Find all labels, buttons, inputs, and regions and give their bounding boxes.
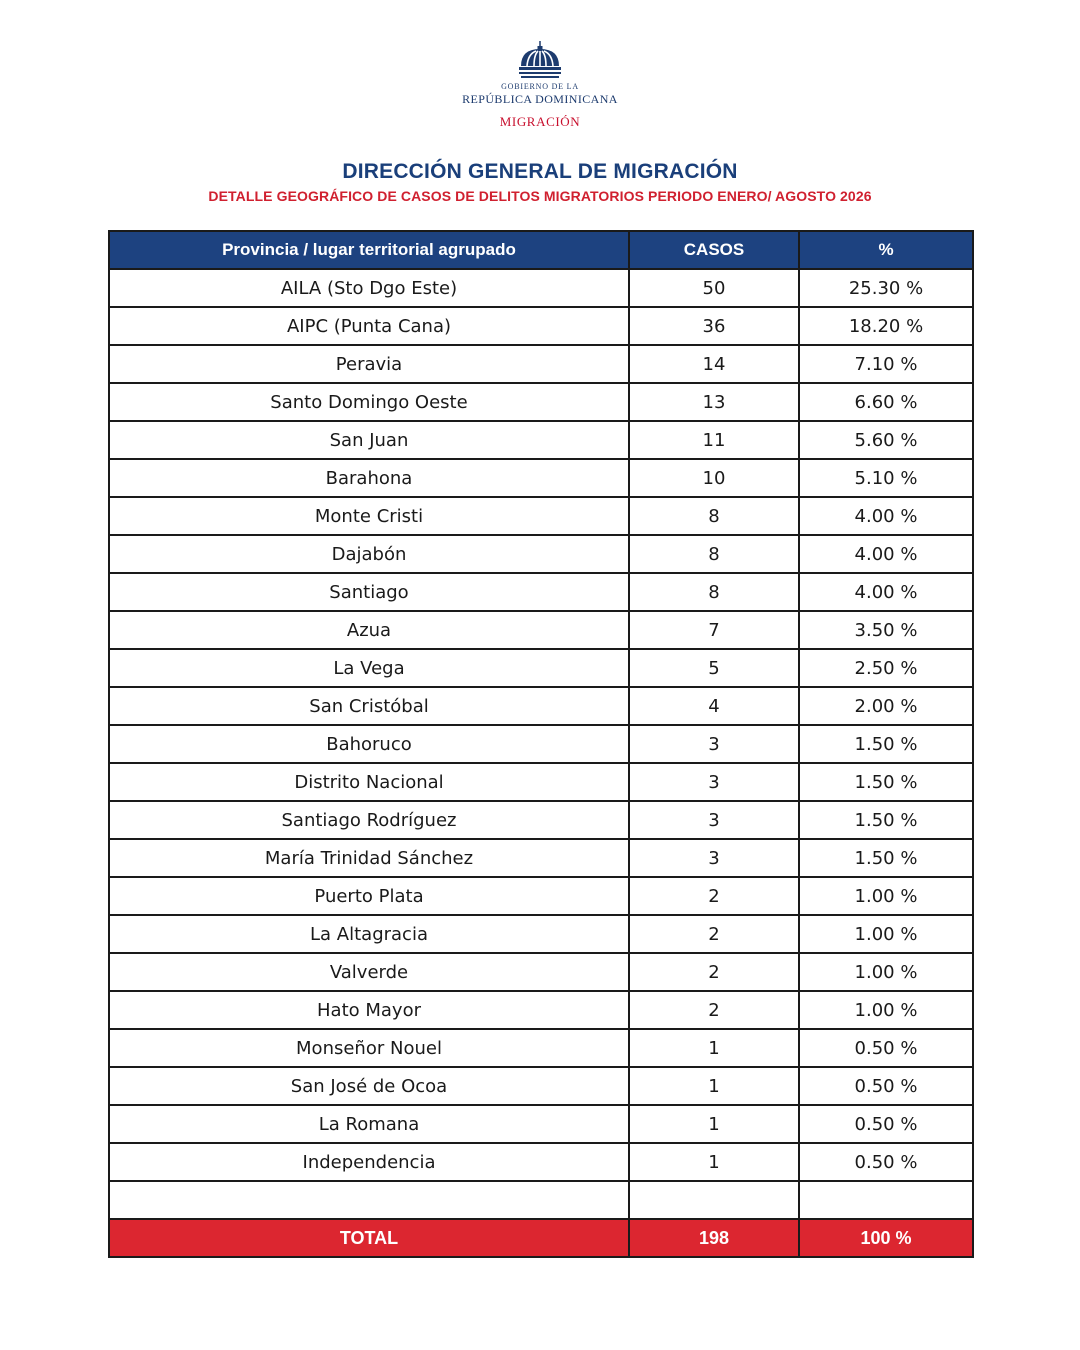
table-row xyxy=(109,991,973,1029)
table-row xyxy=(109,915,973,953)
province-cell: La Vega xyxy=(109,649,629,687)
cases-cell: 3 xyxy=(629,763,799,801)
percent-cell: 5.10 % xyxy=(799,459,973,497)
percent-cell: 1.50 % xyxy=(799,725,973,763)
province-cell: San José de Ocoa xyxy=(109,1067,629,1105)
table-header-row xyxy=(109,231,973,269)
province-cell: María Trinidad Sánchez xyxy=(109,839,629,877)
table-row xyxy=(109,459,973,497)
province-cell: Monte Cristi xyxy=(109,497,629,535)
cases-cell: 3 xyxy=(629,801,799,839)
table-row xyxy=(109,535,973,573)
table-row xyxy=(109,307,973,345)
cases-cell: 7 xyxy=(629,611,799,649)
percent-cell: 4.00 % xyxy=(799,573,973,611)
page-subtitle: DETALLE GEOGRÁFICO DE CASOS DE DELITOS MIGRATORIOS PERIODO ENERO/ AGOSTO 2026 xyxy=(208,188,872,204)
table-row xyxy=(109,725,973,763)
percent-cell: 0.50 % xyxy=(799,1029,973,1067)
table-row xyxy=(109,269,973,307)
empty-row xyxy=(109,1181,973,1219)
percent-cell: 7.10 % xyxy=(799,345,973,383)
cases-cell: 4 xyxy=(629,687,799,725)
province-cell: Monseñor Nouel xyxy=(109,1029,629,1067)
total-row xyxy=(109,1219,973,1257)
cases-table xyxy=(108,230,974,1258)
cases-cell: 8 xyxy=(629,497,799,535)
province-cell: Santiago xyxy=(109,573,629,611)
table-row xyxy=(109,1029,973,1067)
column-header-cases: CASOS xyxy=(629,231,799,269)
percent-cell: 4.00 % xyxy=(799,497,973,535)
table-row xyxy=(109,1067,973,1105)
total-label: TOTAL xyxy=(109,1219,629,1257)
percent-cell: 6.60 % xyxy=(799,383,973,421)
empty-cell xyxy=(629,1181,799,1219)
percent-cell: 5.60 % xyxy=(799,421,973,459)
province-cell: Santiago Rodríguez xyxy=(109,801,629,839)
cases-cell: 11 xyxy=(629,421,799,459)
province-cell: AIPC (Punta Cana) xyxy=(109,307,629,345)
cases-cell: 1 xyxy=(629,1105,799,1143)
cases-cell: 2 xyxy=(629,991,799,1029)
province-cell: La Romana xyxy=(109,1105,629,1143)
cases-cell: 1 xyxy=(629,1067,799,1105)
province-cell: Dajabón xyxy=(109,535,629,573)
table-row xyxy=(109,611,973,649)
table-row xyxy=(109,953,973,991)
percent-cell: 1.50 % xyxy=(799,839,973,877)
empty-cell xyxy=(109,1181,629,1219)
percent-cell: 4.00 % xyxy=(799,535,973,573)
percent-cell: 0.50 % xyxy=(799,1105,973,1143)
percent-cell: 1.00 % xyxy=(799,877,973,915)
percent-cell: 0.50 % xyxy=(799,1067,973,1105)
column-header-percent: % xyxy=(799,231,973,269)
province-cell: Valverde xyxy=(109,953,629,991)
cases-cell: 10 xyxy=(629,459,799,497)
table-row xyxy=(109,421,973,459)
province-cell: Peravia xyxy=(109,345,629,383)
percent-cell: 1.00 % xyxy=(799,991,973,1029)
province-cell: Distrito Nacional xyxy=(109,763,629,801)
province-cell: Azua xyxy=(109,611,629,649)
percent-cell: 1.50 % xyxy=(799,801,973,839)
cases-cell: 2 xyxy=(629,953,799,991)
table-row xyxy=(109,1105,973,1143)
cases-cell: 3 xyxy=(629,839,799,877)
percent-cell: 1.50 % xyxy=(799,763,973,801)
cases-cell: 50 xyxy=(629,269,799,307)
percent-cell: 18.20 % xyxy=(799,307,973,345)
province-cell: San Juan xyxy=(109,421,629,459)
table-row xyxy=(109,1143,973,1181)
table-row xyxy=(109,345,973,383)
province-cell: Santo Domingo Oeste xyxy=(109,383,629,421)
percent-cell: 25.30 % xyxy=(799,269,973,307)
cases-cell: 14 xyxy=(629,345,799,383)
government-label: GOBIERNO DE LA xyxy=(501,82,579,91)
table-row xyxy=(109,801,973,839)
cases-cell: 3 xyxy=(629,725,799,763)
percent-cell: 2.00 % xyxy=(799,687,973,725)
country-label: REPÚBLICA DOMINICANA xyxy=(462,92,618,106)
cases-cell: 1 xyxy=(629,1143,799,1181)
empty-cell xyxy=(799,1181,973,1219)
table-row xyxy=(109,383,973,421)
table-row xyxy=(109,763,973,801)
province-cell: La Altagracia xyxy=(109,915,629,953)
cases-cell: 8 xyxy=(629,573,799,611)
province-cell: Independencia xyxy=(109,1143,629,1181)
government-logo xyxy=(0,40,1080,130)
percent-cell: 3.50 % xyxy=(799,611,973,649)
total-percent: 100 % xyxy=(799,1219,973,1257)
province-cell: Bahoruco xyxy=(109,725,629,763)
table-row xyxy=(109,649,973,687)
cases-cell: 8 xyxy=(629,535,799,573)
percent-cell: 1.00 % xyxy=(799,915,973,953)
cases-cell: 2 xyxy=(629,915,799,953)
cases-cell: 2 xyxy=(629,877,799,915)
agency-label: MIGRACIÓN xyxy=(499,114,581,129)
dome-emblem-icon xyxy=(517,40,563,80)
table-row xyxy=(109,839,973,877)
province-cell: Barahona xyxy=(109,459,629,497)
table-row xyxy=(109,497,973,535)
cases-cell: 5 xyxy=(629,649,799,687)
table-row xyxy=(109,573,973,611)
percent-cell: 0.50 % xyxy=(799,1143,973,1181)
total-cases: 198 xyxy=(629,1219,799,1257)
column-header-province: Provincia / lugar territorial agrupado xyxy=(109,231,629,269)
table-row xyxy=(109,687,973,725)
province-cell: San Cristóbal xyxy=(109,687,629,725)
percent-cell: 1.00 % xyxy=(799,953,973,991)
cases-cell: 1 xyxy=(629,1029,799,1067)
province-cell: Puerto Plata xyxy=(109,877,629,915)
table-body xyxy=(109,269,973,1257)
province-cell: Hato Mayor xyxy=(109,991,629,1029)
province-cell: AILA (Sto Dgo Este) xyxy=(109,269,629,307)
page-title: DIRECCIÓN GENERAL DE MIGRACIÓN xyxy=(342,160,738,183)
cases-cell: 36 xyxy=(629,307,799,345)
cases-cell: 13 xyxy=(629,383,799,421)
percent-cell: 2.50 % xyxy=(799,649,973,687)
table-row xyxy=(109,877,973,915)
